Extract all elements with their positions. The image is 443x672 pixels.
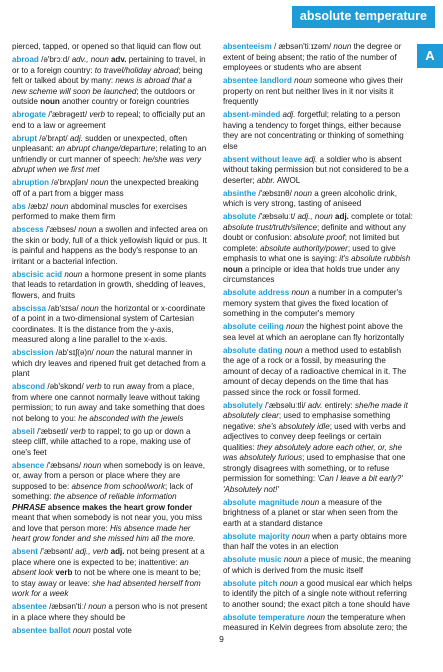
entry-text: ; used to emphasise that one strongly disagrees with something, or to refuse permission for something: bbox=[223, 453, 406, 483]
entry-text: /'æbsəluːtli/ bbox=[262, 400, 308, 410]
entry-text: His absence made her heart grow fonder and she missed him all the more. bbox=[12, 523, 196, 543]
headword: absolute magnitude bbox=[223, 497, 300, 507]
entry-text: a soldier who is absent without taking permission but not considered to be a deserter; bbox=[223, 154, 409, 185]
dictionary-entry bbox=[12, 547, 208, 600]
entry-text: an abrupt change/departure bbox=[55, 144, 156, 153]
entry-text: /'æbses/ bbox=[43, 225, 79, 234]
entry-text: sudden or unexpected, often unpleasant: bbox=[12, 133, 188, 153]
entry-text: /ə'brʌpʃən/ bbox=[49, 178, 91, 187]
entry-text: /'æbseɪl/ bbox=[34, 426, 71, 436]
dictionary-entry bbox=[12, 178, 208, 199]
headword: absentee ballot bbox=[12, 625, 71, 635]
entry-text: adj., verb bbox=[75, 547, 109, 556]
entry-text: meant that when somebody is not near you, you miss and love that person more: bbox=[12, 513, 203, 533]
headword: abscissa bbox=[12, 303, 47, 313]
dictionary-entry bbox=[12, 304, 208, 346]
entry-text: she had absented herself from work for a week bbox=[12, 578, 201, 598]
entry-text: to not be where one is meant to be; to stay away or leave: bbox=[12, 568, 201, 588]
headword: absinthe bbox=[223, 188, 257, 198]
running-head: absolute temperature bbox=[292, 6, 435, 28]
entry-text: noun bbox=[83, 460, 102, 470]
entry-text: news is abroad that a new scheme will soon be launched bbox=[12, 76, 192, 96]
entry-text: ; used to give emphasis to what one is saying: bbox=[223, 243, 396, 263]
dictionary-entry bbox=[12, 55, 208, 108]
entry-text: adj. bbox=[304, 154, 318, 164]
dictionary-entry bbox=[223, 155, 413, 187]
entry-text: noun bbox=[301, 497, 320, 507]
dictionary-entry bbox=[12, 42, 208, 53]
entry-text: an absent look bbox=[12, 557, 189, 577]
entry-text: /'æbsɪnθ/ bbox=[256, 188, 295, 198]
entry-text: noun bbox=[284, 345, 303, 355]
letter-thumb-tab: A bbox=[417, 44, 443, 68]
entry-text: noun bbox=[223, 264, 243, 274]
headword: abseil bbox=[12, 426, 35, 436]
headword: absolute dating bbox=[223, 345, 283, 355]
entry-text: noun bbox=[294, 188, 312, 198]
entry-text: adj. bbox=[282, 110, 296, 119]
entry-text: abdominal muscles for exercises performed to make them firm bbox=[12, 201, 188, 221]
right-column bbox=[223, 42, 413, 636]
entry-text: /æbz/ bbox=[25, 201, 51, 211]
headword: abs bbox=[12, 201, 26, 211]
entry-text: he/she was very abrupt when we first met bbox=[12, 154, 202, 174]
dictionary-entry bbox=[12, 461, 208, 545]
dictionary-entry bbox=[12, 602, 208, 623]
headword: absent without leave bbox=[223, 154, 303, 164]
entry-text: verb bbox=[89, 110, 105, 119]
dictionary-entry bbox=[12, 225, 208, 267]
entry-text: adv. bbox=[307, 400, 323, 410]
entry-text: pertaining to travel, in or to a foreign country: bbox=[12, 55, 206, 75]
entry-text: noun bbox=[80, 303, 99, 313]
headword: abscisic acid bbox=[12, 269, 63, 279]
entry-text: adj. bbox=[110, 547, 125, 556]
entry-text: a good musical ear which helps to identify the pitch of a single note without referring to another sound; the exact pitch a tone should have bbox=[223, 578, 413, 609]
entry-text: / æbsən'tiːɪzəm/ bbox=[271, 42, 334, 51]
entry-text: noun bbox=[279, 578, 298, 588]
headword: absent bbox=[12, 547, 38, 556]
entry-text: it's absolute rubbish bbox=[339, 254, 411, 263]
entry-text: absolute authority/power bbox=[260, 243, 348, 253]
entry-text: someone who gives their property on rent but neither lives in it nor visits it frequently bbox=[223, 76, 404, 106]
entry-text: /əb'skɒnd/ bbox=[45, 382, 86, 391]
dictionary-entry bbox=[12, 427, 208, 459]
entry-text: he absconded with the jewels bbox=[78, 413, 184, 423]
entry-text: verb bbox=[86, 382, 102, 391]
dictionary-entry bbox=[223, 288, 413, 320]
headword: absolute ceiling bbox=[223, 322, 284, 331]
entry-text: they absolutely adore each other, or, she was absolutely furious bbox=[223, 442, 402, 462]
entry-text: adv., noun bbox=[71, 55, 109, 64]
entry-text: ; relating to an unfriendly or curt manner of speech: bbox=[12, 144, 207, 164]
dictionary-entry bbox=[223, 212, 413, 286]
entry-text: the natural manner in which dry leaves and ripened fruit get detached from a plant bbox=[12, 348, 206, 378]
entry-text: ; being felt or talked about by many: bbox=[12, 65, 203, 85]
entry-text: a number in a computer's memory system that gives the fixed location of something in the computer's memory bbox=[223, 288, 403, 318]
entry-text: noun bbox=[283, 555, 302, 564]
headword: absentee landlord bbox=[223, 76, 292, 85]
entry-text: the degree or extent of being absent; the ratio of the number of employees or students who are absent bbox=[223, 42, 402, 72]
entry-text: noun bbox=[333, 42, 352, 51]
headword: absolute temperature bbox=[223, 612, 305, 622]
dictionary-entry bbox=[12, 348, 208, 380]
entry-text: verb bbox=[55, 568, 73, 577]
dictionary-entry bbox=[12, 270, 208, 302]
headword: abruption bbox=[12, 178, 50, 187]
dictionary-entry bbox=[223, 532, 413, 553]
dictionary-entry bbox=[223, 42, 413, 74]
entry-text: a green alcoholic drink, which is very strong, tasting of aniseed bbox=[223, 188, 397, 208]
dictionary-entry bbox=[223, 498, 413, 530]
entry-text: /ab'sɪsə/ bbox=[46, 303, 81, 313]
dictionary-entry bbox=[12, 202, 208, 223]
entry-text: 'Can I leave a bit early?' 'Absolutely not!' bbox=[223, 474, 403, 494]
entry-text: /'æbsəns/ bbox=[44, 460, 84, 470]
entry-text: noun bbox=[307, 612, 325, 622]
entry-text: /ə'brʌpt/ bbox=[37, 133, 70, 143]
headword: absence bbox=[12, 460, 45, 470]
entry-text: pierced, tapped, or opened so that liquid can flow out bbox=[12, 42, 201, 51]
entry-text: she's absolutely idle bbox=[257, 421, 330, 431]
entry-text: the unexpected breaking off of a part from a bigger mass bbox=[12, 178, 199, 198]
headword: abscess bbox=[12, 225, 44, 234]
headword: abrupt bbox=[12, 133, 38, 143]
entry-text: ; definite and without any doubt or confusion: bbox=[223, 222, 406, 242]
entry-text: a method used to establish the age of a rock or a fossil, by measuring the amount of decay of a radioactive chemical in it. The amount of decay depends on the time that has passed since the rock or fossil formed. bbox=[223, 345, 407, 397]
dictionary-entry bbox=[223, 189, 413, 210]
headword: absolute music bbox=[223, 555, 282, 564]
dictionary-entry bbox=[223, 579, 413, 611]
entry-text: adj., noun bbox=[297, 212, 333, 221]
left-column bbox=[12, 42, 208, 639]
entry-text: postal vote bbox=[90, 625, 132, 635]
headword: absolute address bbox=[223, 288, 290, 297]
headword: absolutely bbox=[223, 400, 263, 410]
entry-text: abbr. bbox=[257, 175, 276, 185]
entry-text: ; not limited but complete: bbox=[223, 233, 400, 253]
entry-text: complete or total: bbox=[348, 212, 413, 221]
entry-text: /æbsən'tiː/ bbox=[46, 602, 89, 611]
entry-text: noun bbox=[40, 97, 60, 106]
entry-text: noun bbox=[50, 201, 69, 211]
dictionary-entry bbox=[12, 382, 208, 424]
dictionary-entry bbox=[223, 401, 413, 496]
entry-text: a measure of the brightness of a planet or star when seen from the earth at a standard distance bbox=[223, 497, 398, 528]
entry-text: the temperature when measured in Kelvin degrees from absolute zero; the bbox=[223, 612, 408, 632]
entry-text: noun bbox=[294, 76, 313, 85]
entry-text: absence from school/work bbox=[71, 481, 165, 491]
headword: absenteeism bbox=[223, 42, 272, 51]
entry-text: ; lack of something: bbox=[12, 481, 193, 501]
headword: absent-minded bbox=[223, 110, 281, 119]
dictionary-entry bbox=[223, 322, 413, 343]
entry-text: ; the outdoors or outside bbox=[12, 86, 195, 106]
dictionary-entry bbox=[223, 346, 413, 399]
entry-text: noun bbox=[78, 225, 97, 234]
headword: abscond bbox=[12, 382, 46, 391]
headword: absentee bbox=[12, 602, 47, 611]
entry-text: verb bbox=[70, 426, 86, 436]
entry-text: a principle or idea that holds true under any circumstances bbox=[223, 264, 400, 284]
headword: abscission bbox=[12, 348, 54, 357]
entry-text: forgetful; relating to a person having a tendency to forget things, either because they are not concentrating or thinking of something else bbox=[223, 110, 404, 151]
entry-text: to rappel; to go up or down a steep cliff, while attached to a rope, making use of one's feet bbox=[12, 426, 191, 457]
headword: abrogate bbox=[12, 110, 46, 119]
entry-text: ; used to emphasise something negative: bbox=[223, 411, 391, 431]
entry-text: to travel/holiday abroad bbox=[94, 65, 179, 75]
entry-text: to run away from a place, from where one cannot normally leave without taking permission; to run away and take something that does not belong to you: bbox=[12, 382, 205, 423]
entry-text: when a party obtains more than half the votes in an election bbox=[223, 531, 407, 551]
entry-text: adv. bbox=[110, 55, 127, 64]
entry-text: /'æbrəgeɪt/ bbox=[45, 110, 90, 119]
entry-text: absence makes the heart grow fonder bbox=[45, 502, 193, 512]
entry-text: absolute trust/truth/silence bbox=[223, 222, 317, 232]
headword: absolute pitch bbox=[223, 578, 278, 588]
headword: absolute majority bbox=[223, 531, 290, 541]
entry-text: AWOL bbox=[275, 175, 301, 185]
entry-text: a swollen and infected area on the skin or body, full of a thick yellowish liquid or pus. It is painful and happens as the body's response to an irritant or a bacterial infection. bbox=[12, 225, 208, 266]
headword: abroad bbox=[12, 55, 39, 64]
entry-text: a piece of music, the meaning of which is derived from the music itself bbox=[223, 555, 411, 575]
entry-text: entirely: bbox=[322, 400, 356, 410]
dictionary-entry bbox=[223, 613, 413, 634]
dictionary-entry bbox=[223, 76, 413, 108]
entry-text: the horizontal or x-coordinate of a point in a two-dimensional system of Cartesian coordinates. It is the distance from the y-axis, measured along a line parallel to the x-axis. bbox=[12, 303, 206, 344]
entry-text: noun bbox=[291, 531, 310, 541]
entry-text: adj. bbox=[335, 212, 349, 221]
entry-text: PHRASE bbox=[12, 502, 46, 512]
entry-text: ; used with verbs and adjectives to convey deep feelings or certain qualities: bbox=[223, 421, 406, 452]
dictionary-entry bbox=[223, 110, 413, 152]
entry-text: the highest point above the sea level at which an aeroplane can fly horizontally bbox=[223, 322, 405, 342]
entry-text: adj. bbox=[69, 133, 83, 143]
entry-text: when somebody is on leave, or, away from a person or place where they are supposed to be: bbox=[12, 460, 206, 491]
page-number: 9 bbox=[219, 634, 224, 644]
dictionary-entry bbox=[12, 110, 208, 131]
entry-text: /ab'sɪʃ(ə)n/ bbox=[53, 348, 97, 357]
entry-text: the absence of reliable information bbox=[53, 492, 177, 501]
entry-text: absolute proof bbox=[293, 233, 345, 242]
entry-text: noun bbox=[96, 348, 114, 357]
entry-text: noun bbox=[88, 602, 107, 611]
entry-text: noun bbox=[291, 288, 310, 297]
entry-text: to repeal; to officially put an end to a law or agreement bbox=[12, 110, 206, 130]
headword: absolute bbox=[223, 212, 257, 221]
entry-text: noun bbox=[286, 322, 304, 331]
entry-text: noun bbox=[72, 625, 91, 635]
entry-text: a person who is not present in a place where they should be bbox=[12, 602, 208, 622]
entry-text: /'æbsənt/ bbox=[37, 547, 76, 556]
entry-text: she/he made it absolutely clear bbox=[223, 400, 408, 420]
dictionary-entry bbox=[223, 555, 413, 576]
entry-text: noun bbox=[64, 269, 83, 279]
entry-text: another country or foreign countries bbox=[59, 97, 190, 106]
entry-text: /ə'brɔːd/ bbox=[38, 55, 72, 64]
entry-text: not being present at a place where one is expected to be; inattentive: bbox=[12, 547, 205, 567]
entry-text: a hormone present in some plants that leads to retardation in growth, shedding of leaves, flowers, and fruits bbox=[12, 269, 207, 300]
entry-text: noun bbox=[90, 178, 109, 187]
page-header bbox=[0, 0, 443, 28]
entry-text: /'æbsəluːt/ bbox=[256, 212, 298, 221]
dictionary-entry bbox=[12, 134, 208, 176]
